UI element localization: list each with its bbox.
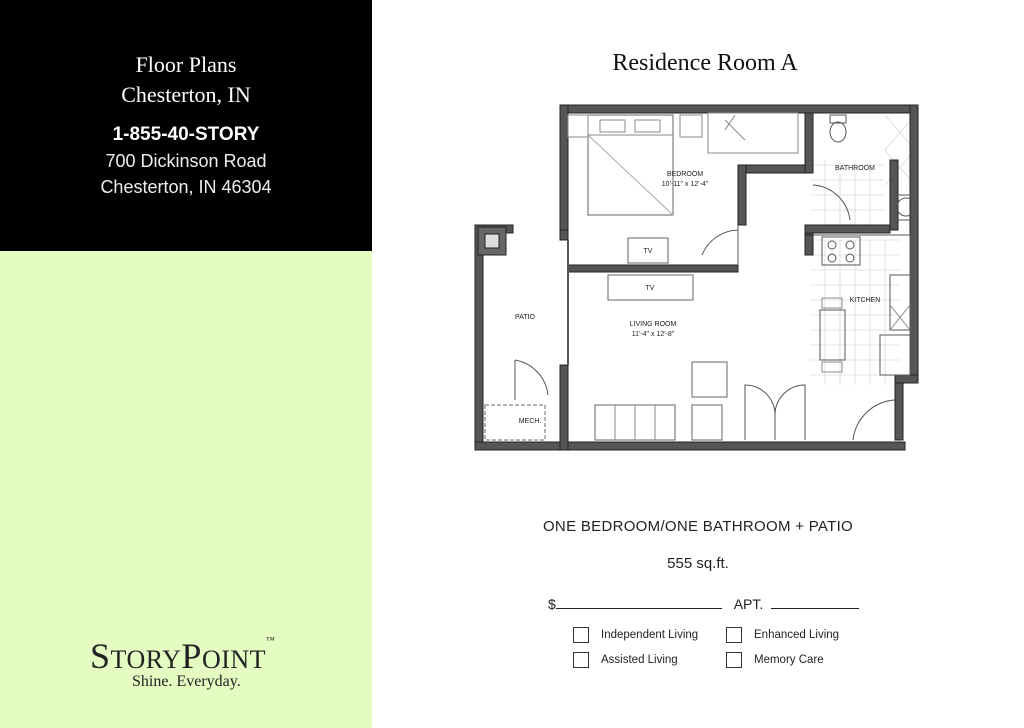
room-label-bathroom: BATHROOM [835,165,875,172]
checkbox[interactable] [573,652,589,668]
checkbox[interactable] [573,627,589,643]
option-memory-care[interactable]: Memory Care [726,652,824,668]
address-line2: Chesterton, IN 46304 [100,177,272,197]
price-prefix: $ [548,596,556,612]
unit-description: ONE BEDROOM/ONE BATHROOM + PATIO [542,518,854,535]
tv-label-bedroom: TV [643,248,653,255]
apt-label: APT. [733,596,764,612]
unit-sqft: 555 sq.ft. [667,555,729,572]
storypoint-logo: STORYPOINT™ Shine. Everyday. [90,635,276,690]
room-dims-living: 11'-4" x 12'-8" [631,331,675,338]
room-label-bedroom: BEDROOM [666,171,704,178]
tv-label-living: TV [645,285,655,292]
option-enhanced-living[interactable]: Enhanced Living [726,627,839,643]
price-apt-line [548,594,859,612]
price-field[interactable] [556,594,722,609]
room-label-kitchen: KITCHEN [849,297,881,304]
contact-panel [0,0,372,251]
apt-field[interactable] [771,594,859,609]
room-label-mech: MECH. [518,418,542,425]
plan-title: Residence Room A [612,50,798,76]
checkbox[interactable] [726,652,742,668]
address-line1: 700 Dickinson Road [105,151,267,171]
option-independent-living[interactable]: Independent Living [573,627,698,643]
page-title-line2: Chesterton, IN [121,82,251,107]
page-title-line1: Floor Plans [135,52,237,77]
room-label-patio: PATIO [515,314,535,321]
checkbox[interactable] [726,627,742,643]
room-label-living: LIVING ROOM [629,321,677,328]
room-dims-bedroom: 10'-11" x 12'-4" [661,181,709,188]
floor-plan [470,100,930,455]
option-assisted-living[interactable]: Assisted Living [573,652,678,668]
logo-tagline: Shine. Everyday. [132,673,241,690]
phone-number[interactable]: 1-855-40-STORY [112,124,260,145]
